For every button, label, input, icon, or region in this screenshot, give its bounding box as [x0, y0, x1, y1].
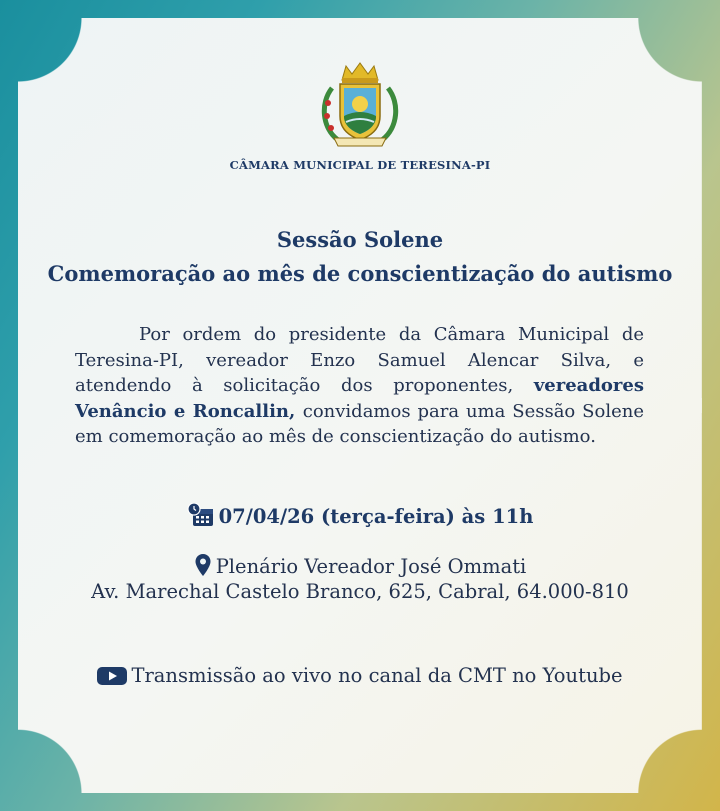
event-title: Sessão Solene [276, 227, 444, 252]
invitation-text-proponents: vereadores Venâncio e Roncallin, [75, 375, 644, 422]
livestream-info [0, 664, 720, 687]
map-pin-icon [194, 553, 212, 577]
event-place [0, 553, 720, 578]
event-place-text: Plenário Vereador José Ommati [215, 555, 527, 578]
invitation-text [75, 322, 644, 450]
invitation-text-part1: Por ordem do presidente da Câmara Municipal de Teresina-PI, vereador Enzo Samuel Alencar Silva, e atendendo à solicitação dos proponentes, [75, 324, 644, 396]
event-subtitle: Comemoração ao mês de conscientização do autismo [47, 261, 673, 286]
livestream-text: Transmissão ao vivo no canal da CMT no Youtube [131, 664, 623, 687]
event-address: Av. Marechal Castelo Branco, 625, Cabral, 64.000-810 [91, 580, 629, 603]
invitation-text-part2: convidamos para uma Sessão Solene em comemoração ao mês de conscientização do autismo. [75, 400, 644, 447]
calendar-clock-icon [187, 503, 215, 527]
event-date-text: 07/04/26 (terça-feira) às 11h [218, 505, 534, 528]
youtube-icon [97, 666, 127, 686]
coat-of-arms-icon [312, 58, 408, 154]
event-date [0, 503, 720, 528]
organization-name: CÂMARA MUNICIPAL DE TERESINA-PI [229, 158, 491, 172]
